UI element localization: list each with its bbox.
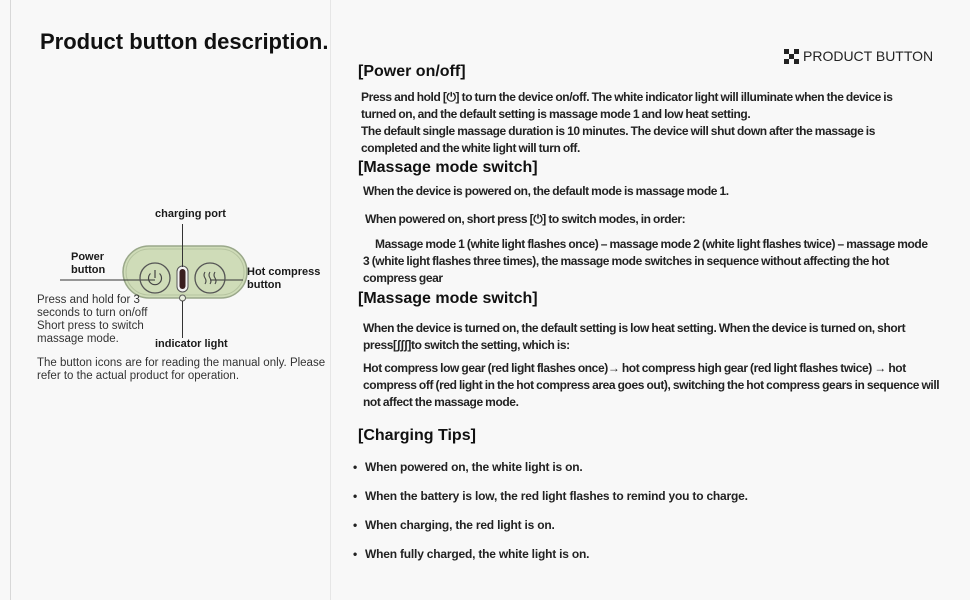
power-icon: [⏻] — [442, 90, 460, 104]
disclaimer: The button icons are for reading the manual only. Please refer to the actual product for operation. — [37, 357, 326, 382]
power-note: Press and hold for 3 seconds to turn on/off Short press to switch massage mode. — [37, 294, 148, 345]
mode-text-3: Massage mode 1 (white light flashes once) – massage mode 2 (white light flashes twice) – massage mode 3 (white light flashes three times), the massage mode switches in sequence without affecting the hot compress gear — [363, 237, 928, 285]
hot-compress-button-label: Hot compress button — [247, 266, 321, 291]
power-text: Press and hold [⏻] to turn the device on/off. The white indicator light will illuminate when the device is turned on, and the default setting is massage mode 1 and low heat setting. The default single massage duration is 10 minutes. The device will shut down after the massage is completed and the white light will turn off. — [361, 90, 893, 155]
charging-tip: • When charging, the red light is on. — [365, 517, 964, 534]
checker-logo-icon — [784, 49, 799, 64]
power-heading: [Power on/off] — [358, 63, 466, 80]
indicator-light-label: indicator light — [155, 338, 228, 350]
power-icon: [⏻] — [529, 212, 546, 226]
heat-icon: [ʃʃʃ] — [393, 338, 412, 352]
charging-tip: • When fully charged, the white light is on. — [365, 546, 964, 563]
charging-tip: • When powered on, the white light is on. — [365, 459, 964, 476]
charging-port-label: charging port — [155, 208, 226, 220]
instructions-column — [358, 63, 964, 563]
power-button-label: Power button — [71, 251, 106, 276]
charging-tip: • When the battery is low, the red light flashes to remind you to charge. — [365, 488, 964, 505]
page-title: Product button description. — [40, 29, 329, 54]
heat-heading: [Massage mode switch] — [358, 290, 538, 307]
column-divider — [330, 0, 331, 600]
left-border — [10, 0, 11, 600]
heat-text: When the device is turned on, the default setting is low heat setting. When the device is turned on, short press[ʃʃʃ]to switch the setting, which is: Hot compress low gear (red light flashes once)→ hot compress high gear (red light flashes twice) → hot compress off (red light in the hot compress area goes out), switching the hot compress gears in sequence will not affect the massage mode. — [363, 321, 940, 409]
indicator-light-icon — [180, 295, 186, 301]
mode-text-2: When powered on, short press [⏻] to switch modes, in order: — [365, 212, 686, 226]
charging-heading: [Charging Tips] — [358, 427, 476, 444]
brand-label: PRODUCT BUTTON — [784, 48, 933, 64]
mode-heading: [Massage mode switch] — [358, 159, 538, 176]
mode-text-1: When the device is powered on, the default mode is massage mode 1. — [363, 184, 729, 198]
